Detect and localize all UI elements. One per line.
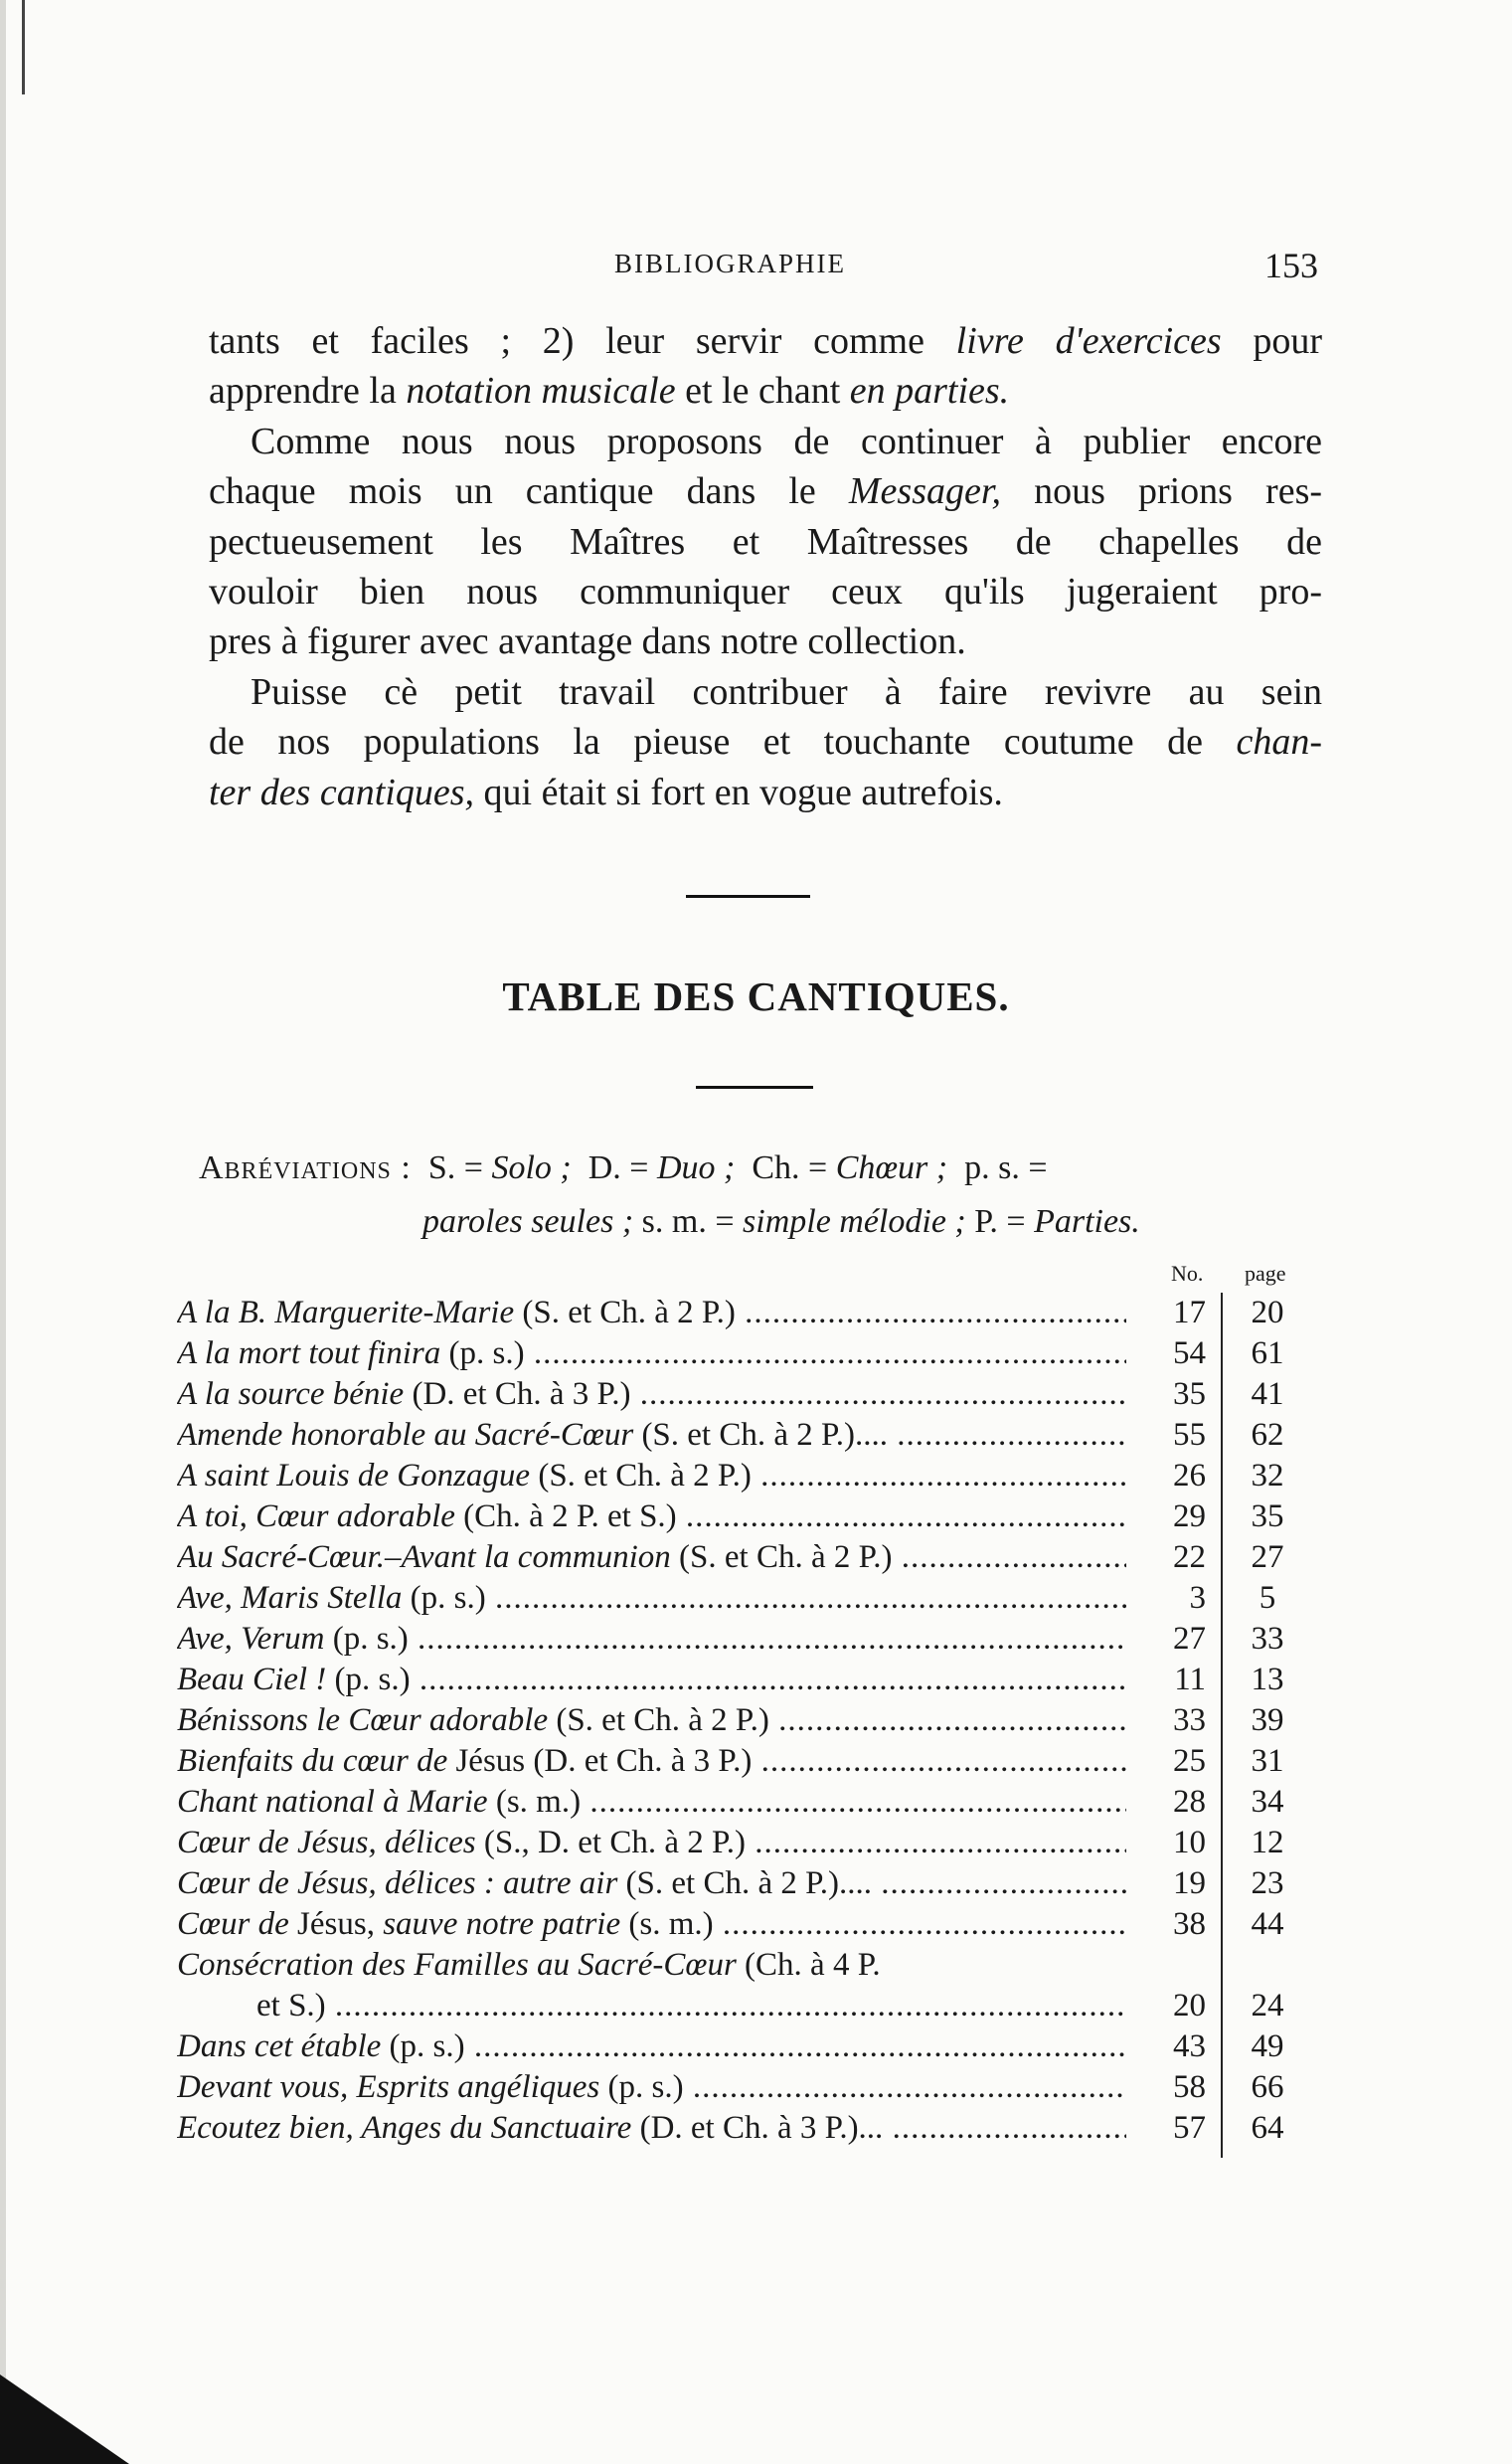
table-row xyxy=(177,1700,1320,1741)
text-line: tants et faciles ; 2) leur servir comme livre d'exercices pour xyxy=(209,320,1323,362)
text-line: Comme nous nous proposons de continuer à publier encore xyxy=(251,420,1322,462)
running-title: BIBLIOGRAPHIE xyxy=(614,249,846,278)
scan-corner-shadow xyxy=(0,2375,129,2464)
entry-title: Cœur de Jésus, sauve notre patrie (s. m.) ..... xyxy=(177,1904,1126,1945)
entry-number: 3 xyxy=(1189,1580,1206,1616)
table-row xyxy=(177,1415,1320,1456)
table-row xyxy=(177,1374,1320,1415)
table-row xyxy=(177,1496,1320,1537)
table-row xyxy=(177,1660,1320,1700)
entry-page: 5 xyxy=(1259,1580,1276,1616)
text-line: ter des cantiques, qui était si fort en vogue autrefois. xyxy=(209,771,1003,813)
entry-title: et S.) ..... xyxy=(177,1986,1126,2026)
entry-title: Ave, Maris Stella (p. s.) ..... xyxy=(177,1578,1126,1619)
entry-title: Au Sacré-Cœur.–Avant la communion (S. et Ch. à 2 P.) ..... xyxy=(177,1537,1126,1578)
table-row xyxy=(177,1945,1320,1986)
entry-number: 54 xyxy=(1173,1335,1206,1371)
entry-title: Consécration des Familles au Sacré-Cœur (Ch. à 4 P. xyxy=(177,1947,881,1983)
entry-page: 61 xyxy=(1251,1335,1284,1371)
table-row xyxy=(177,1863,1320,1904)
entry-title: Cœur de Jésus, délices (S., D. et Ch. à 2 P.) ..... xyxy=(177,1823,1126,1863)
entry-number: 38 xyxy=(1173,1906,1206,1942)
entry-title: Cœur de Jésus, délices : autre air (S. et Ch. à 2 P.).... ..... xyxy=(177,1863,1126,1904)
text-line: vouloir bien nous communiquer ceux qu'ils jugeraient pro- xyxy=(209,571,1322,614)
column-header-page: page xyxy=(1245,1261,1286,1286)
entry-page: 27 xyxy=(1251,1539,1284,1575)
table-row xyxy=(177,1782,1320,1823)
entry-number: 22 xyxy=(1173,1539,1206,1575)
entry-number: 17 xyxy=(1173,1295,1206,1330)
entry-title: A toi, Cœur adorable (Ch. à 2 P. et S.) ..... xyxy=(177,1496,1126,1537)
entry-number: 19 xyxy=(1173,1865,1206,1901)
table-row xyxy=(177,1456,1320,1496)
divider-rule xyxy=(696,1086,813,1089)
abbreviations-line: paroles seules ; s. m. = simple mélodie ; P. = Parties. xyxy=(422,1203,1140,1240)
entry-page: 12 xyxy=(1251,1825,1284,1860)
entry-page: 13 xyxy=(1251,1662,1284,1697)
entry-title: Bienfaits du cœur de Jésus (D. et Ch. à 3 P.) ..... xyxy=(177,1741,1126,1782)
entry-page: 24 xyxy=(1251,1988,1284,2024)
entry-page: 66 xyxy=(1251,2069,1284,2105)
entry-page: 41 xyxy=(1251,1376,1284,1412)
entry-number: 20 xyxy=(1173,1988,1206,2024)
page-edge xyxy=(0,0,6,2464)
entry-page: 31 xyxy=(1251,1743,1284,1779)
table-row xyxy=(177,1619,1320,1660)
entry-title: Ecoutez bien, Anges du Sanctuaire (D. et Ch. à 3 P.)... ..... xyxy=(177,2108,1126,2149)
table-row xyxy=(177,2026,1320,2067)
entry-page: 64 xyxy=(1251,2110,1284,2146)
abbreviations xyxy=(199,1142,1322,1249)
text-line: apprendre la notation musicale et le chant en parties. xyxy=(209,370,1010,413)
entry-number: 26 xyxy=(1173,1458,1206,1494)
entry-page: 62 xyxy=(1251,1417,1284,1453)
entry-number: 27 xyxy=(1173,1621,1206,1657)
entry-title: Amende honorable au Sacré-Cœur (S. et Ch. à 2 P.).... ..... xyxy=(177,1415,1126,1456)
entry-number: 33 xyxy=(1173,1702,1206,1738)
entry-number: 10 xyxy=(1173,1825,1206,1860)
entry-page: 32 xyxy=(1251,1458,1284,1494)
divider-rule xyxy=(686,895,810,898)
table-row xyxy=(177,1537,1320,1578)
entry-page: 33 xyxy=(1251,1621,1284,1657)
table-title: TABLE DES CANTIQUES. xyxy=(502,973,1010,1019)
entry-title: Devant vous, Esprits angéliques (p. s.) ..... xyxy=(177,2067,1126,2108)
page-number: 153 xyxy=(1264,246,1318,285)
entry-page: 20 xyxy=(1251,1295,1284,1330)
entry-page: 44 xyxy=(1251,1906,1284,1942)
entry-title: A la mort tout finira (p. s.) ..... xyxy=(177,1333,1126,1374)
entry-title: A la B. Marguerite-Marie (S. et Ch. à 2 P.) ..... xyxy=(177,1293,1126,1333)
table-row xyxy=(177,1741,1320,1782)
table-row xyxy=(177,1904,1320,1945)
entry-number: 35 xyxy=(1173,1376,1206,1412)
entry-title: A la source bénie (D. et Ch. à 3 P.) ..... xyxy=(177,1374,1126,1415)
table-row xyxy=(177,1578,1320,1619)
entry-number: 25 xyxy=(1173,1743,1206,1779)
text-line: pectueusement les Maîtres et Maîtresses de chapelles de xyxy=(209,520,1322,563)
text-line: chaque mois un cantique dans le Messager, nous prions res- xyxy=(209,470,1323,513)
entry-number: 29 xyxy=(1173,1498,1206,1534)
margin-mark xyxy=(22,0,25,94)
entry-page: 49 xyxy=(1251,2028,1284,2064)
column-header-number: No. xyxy=(1171,1261,1204,1286)
table-row xyxy=(177,2067,1320,2108)
entry-number: 57 xyxy=(1173,2110,1206,2146)
entry-title: Bénissons le Cœur adorable (S. et Ch. à 2 P.) ..... xyxy=(177,1700,1126,1741)
table-row xyxy=(177,1333,1320,1374)
entry-number: 55 xyxy=(1173,1417,1206,1453)
text-line: de nos populations la pieuse et touchante coutume de chan- xyxy=(209,721,1323,764)
entry-number: 11 xyxy=(1174,1662,1206,1697)
entry-title: Dans cet étable (p. s.) ..... xyxy=(177,2026,1126,2067)
entry-page: 35 xyxy=(1251,1498,1284,1534)
text-line: Puisse cè petit travail contribuer à faire revivre au sein xyxy=(251,670,1322,713)
table-row xyxy=(177,2108,1320,2149)
table-row xyxy=(177,1823,1320,1863)
table-row xyxy=(177,1293,1320,1333)
entry-page: 34 xyxy=(1251,1784,1284,1820)
abbreviations-line: Abréviations : S. = Solo ; D. = Duo ; Ch. = Chœur ; p. s. = xyxy=(199,1149,1048,1186)
entry-page: 23 xyxy=(1251,1865,1284,1901)
entry-page: 39 xyxy=(1251,1702,1284,1738)
entry-title: A saint Louis de Gonzague (S. et Ch. à 2 P.) ..... xyxy=(177,1456,1126,1496)
entry-title: Chant national à Marie (s. m.) ..... xyxy=(177,1782,1126,1823)
text-line: pres à figurer avec avantage dans notre collection. xyxy=(209,620,966,663)
entry-title: Beau Ciel ! (p. s.) ..... xyxy=(177,1660,1126,1700)
entry-number: 43 xyxy=(1173,2028,1206,2064)
cantique-table xyxy=(177,1293,1320,2149)
entry-number: 58 xyxy=(1173,2069,1206,2105)
entry-title: Ave, Verum (p. s.) ..... xyxy=(177,1619,1126,1660)
body-text xyxy=(209,316,1322,817)
entry-number: 28 xyxy=(1173,1784,1206,1820)
table-row xyxy=(177,1986,1320,2026)
